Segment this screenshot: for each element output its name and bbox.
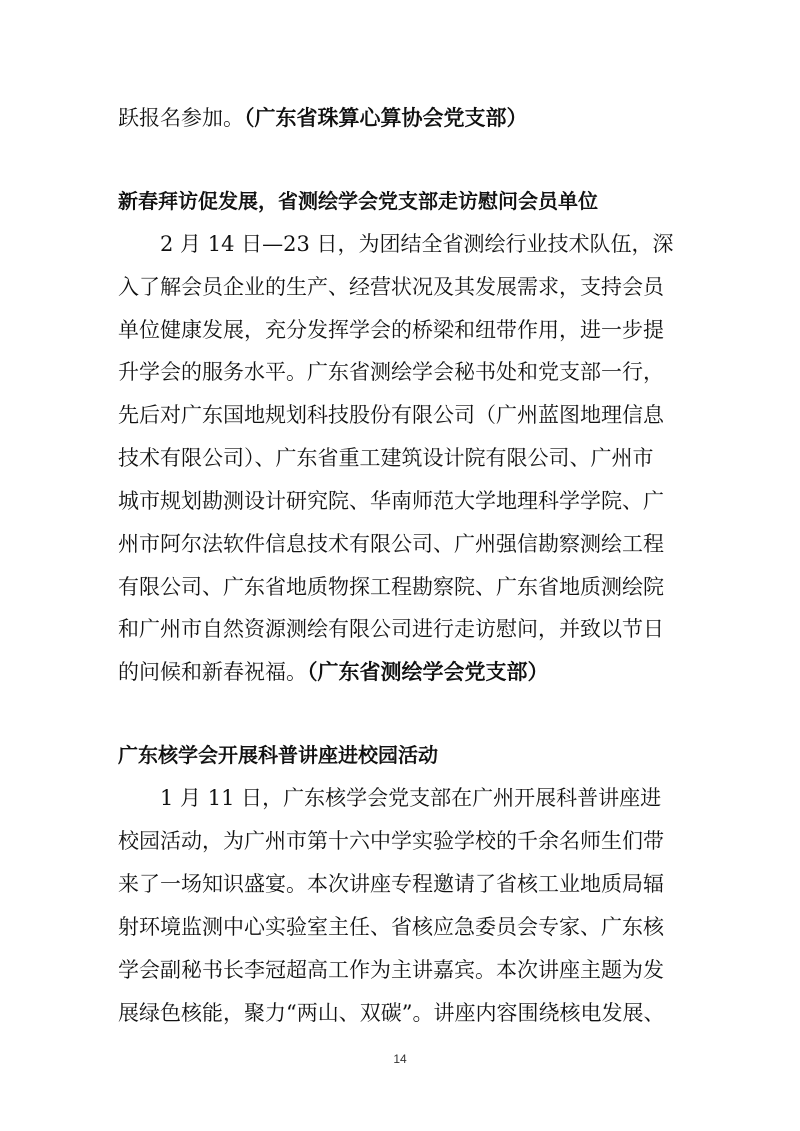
paragraph-line: 来了一场知识盛宴。本次讲座专程邀请了省核工业地质局辐 — [118, 872, 664, 896]
paragraph-line: 学会副秘书长李冠超高工作为主讲嘉宾。本次讲座主题为发 — [118, 958, 664, 982]
paragraph-line: 州市阿尔法软件信息技术有限公司、广州强信勘察测绘工程 — [118, 532, 664, 556]
paragraph-line: 城市规划勘测设计研究院、华南师范大学地理科学学院、广 — [118, 489, 664, 513]
article-title: 广东核学会开展科普讲座进校园活动 — [118, 743, 438, 767]
paragraph-line: 技术有限公司）、广东省重工建筑设计院有限公司、广州市 — [118, 446, 654, 470]
paragraph-line: 升学会的服务水平。广东省测绘学会秘书处和党支部一行， — [118, 360, 664, 384]
page-number: 14 — [393, 1052, 407, 1066]
paragraph-line: 射环境监测中心实验室主任、省核应急委员会专家、广东核 — [118, 915, 664, 939]
paragraph-line: 2 月 14 日—23 日，为团结全省测绘行业技术队伍，深 — [160, 232, 674, 256]
paragraph-line: 入了解会员企业的生产、经营状况及其发展需求，支持会员 — [118, 275, 664, 299]
continuation-text: 跃报名参加。 — [118, 106, 244, 130]
paragraph-line: 有限公司、广东省地质物探工程勘察院、广东省地质测绘院 — [118, 575, 664, 599]
paragraph-line: 先后对广东国地规划科技股份有限公司（广州蓝图地理信息 — [118, 403, 664, 427]
continuation-line — [118, 103, 528, 133]
paragraph-line: 1 月 11 日，广东核学会党支部在广州开展科普讲座进 — [160, 786, 662, 810]
paragraph-text: 的问候和新春祝福。 — [118, 660, 307, 684]
paragraph-line — [118, 657, 549, 687]
source-attribution: （广东省测绘学会党支部） — [307, 660, 549, 684]
article-title: 新春拜访促发展，省测绘学会党支部走访慰问会员单位 — [118, 189, 598, 213]
paragraph-line: 校园活动，为广州市第十六中学实验学校的千余名师生们带 — [118, 829, 664, 853]
paragraph-line: 和广州市自然资源测绘有限公司进行走访慰问，并致以节日 — [118, 617, 664, 641]
paragraph-line: 单位健康发展，充分发挥学会的桥梁和纽带作用，进一步提 — [118, 318, 664, 342]
paragraph-line: 展绿色核能，聚力“两山、双碳”。讲座内容围绕核电发展、 — [118, 1001, 665, 1025]
source-attribution: （广东省珠算心算协会党支部） — [244, 106, 528, 130]
